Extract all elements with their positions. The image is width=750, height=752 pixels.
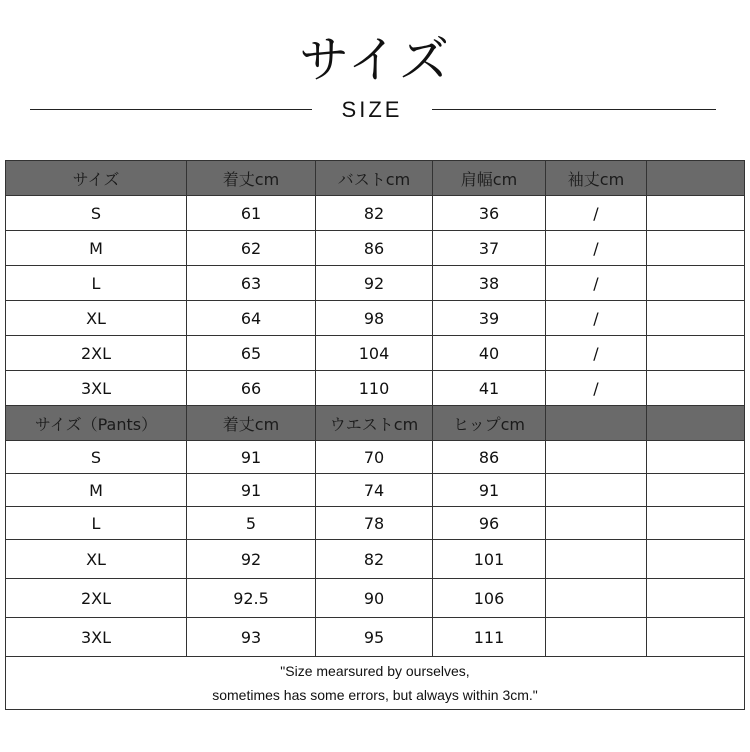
- table-cell: [546, 579, 647, 618]
- table-cell: /: [546, 301, 647, 336]
- table-cell: 91: [187, 474, 316, 507]
- table-cell: /: [546, 336, 647, 371]
- subtitle-divider: [0, 96, 750, 126]
- table-cell: 62: [187, 231, 316, 266]
- table-cell: 93: [187, 618, 316, 657]
- table-cell: M: [6, 231, 187, 266]
- table-cell: 74: [316, 474, 433, 507]
- table-cell: [546, 507, 647, 540]
- table-row: [6, 231, 745, 266]
- table-row: [6, 301, 745, 336]
- table-cell: /: [546, 371, 647, 406]
- table-cell: 92.5: [187, 579, 316, 618]
- table-cell: 36: [433, 196, 546, 231]
- table-cell: [647, 196, 745, 231]
- divider-right: [432, 109, 716, 110]
- table-cell: L: [6, 507, 187, 540]
- table-cell: /: [546, 266, 647, 301]
- table-cell: [647, 540, 745, 579]
- table-cell: 104: [316, 336, 433, 371]
- table-cell: 96: [433, 507, 546, 540]
- table-cell: 110: [316, 371, 433, 406]
- page-subtitle: SIZE: [341, 97, 403, 122]
- table-cell: [647, 441, 745, 474]
- table-row: [6, 196, 745, 231]
- header-cell: サイズ（Pants）: [6, 406, 187, 441]
- header-cell: 肩幅cm: [433, 161, 546, 196]
- table-cell: 106: [433, 579, 546, 618]
- tops-header-row: [6, 161, 745, 196]
- table-cell: 40: [433, 336, 546, 371]
- table-cell: 64: [187, 301, 316, 336]
- header-cell: 袖丈cm: [546, 161, 647, 196]
- page-title: サイズ: [299, 31, 451, 89]
- table-row: [6, 540, 745, 579]
- table-cell: [647, 301, 745, 336]
- table-cell: [647, 231, 745, 266]
- table-cell: 66: [187, 371, 316, 406]
- table-cell: 91: [433, 474, 546, 507]
- table-row: [6, 371, 745, 406]
- table-cell: 78: [316, 507, 433, 540]
- table-cell: 65: [187, 336, 316, 371]
- table-cell: [647, 336, 745, 371]
- note-row: [6, 657, 745, 710]
- header-cell: [647, 161, 745, 196]
- table-cell: 82: [316, 196, 433, 231]
- header-cell: ウエストcm: [316, 406, 433, 441]
- header-cell: [546, 406, 647, 441]
- table-cell: [647, 371, 745, 406]
- table-cell: 86: [433, 441, 546, 474]
- table-cell: [647, 618, 745, 657]
- header-cell: サイズ: [6, 161, 187, 196]
- table-cell: 86: [316, 231, 433, 266]
- table-cell: [647, 507, 745, 540]
- table-cell: 101: [433, 540, 546, 579]
- header-cell: 着丈cm: [187, 406, 316, 441]
- table-cell: 70: [316, 441, 433, 474]
- table-cell: 39: [433, 301, 546, 336]
- table-cell: S: [6, 441, 187, 474]
- table-row: [6, 474, 745, 507]
- table-cell: /: [546, 231, 647, 266]
- table-cell: 90: [316, 579, 433, 618]
- table-cell: M: [6, 474, 187, 507]
- table-cell: /: [546, 196, 647, 231]
- note-line-1: "Size mearsured by ourselves,: [280, 663, 470, 679]
- header-cell: バストcm: [316, 161, 433, 196]
- pants-header-row: [6, 406, 745, 441]
- table-cell: 3XL: [6, 371, 187, 406]
- table-cell: 37: [433, 231, 546, 266]
- table-cell: XL: [6, 540, 187, 579]
- table-row: [6, 336, 745, 371]
- table-cell: S: [6, 196, 187, 231]
- table-cell: 63: [187, 266, 316, 301]
- table-cell: 2XL: [6, 336, 187, 371]
- table-row: [6, 507, 745, 540]
- table-cell: 82: [316, 540, 433, 579]
- table-row: [6, 579, 745, 618]
- table-cell: [546, 540, 647, 579]
- table-cell: 3XL: [6, 618, 187, 657]
- table-cell: 2XL: [6, 579, 187, 618]
- table-row: [6, 441, 745, 474]
- size-table: [5, 160, 745, 710]
- table-cell: [546, 441, 647, 474]
- table-row: [6, 266, 745, 301]
- table-cell: [647, 474, 745, 507]
- note-line-2: sometimes has some errors, but always within 3cm.": [212, 687, 538, 703]
- table-cell: 61: [187, 196, 316, 231]
- table-row: [6, 618, 745, 657]
- table-cell: [546, 474, 647, 507]
- table-cell: [647, 579, 745, 618]
- table-cell: [647, 266, 745, 301]
- table-cell: 91: [187, 441, 316, 474]
- table-cell: 38: [433, 266, 546, 301]
- header-cell: [647, 406, 745, 441]
- table-cell: XL: [6, 301, 187, 336]
- size-note: [6, 657, 745, 710]
- table-cell: 111: [433, 618, 546, 657]
- header-cell: ヒップcm: [433, 406, 546, 441]
- table-cell: 92: [187, 540, 316, 579]
- table-cell: [546, 618, 647, 657]
- table-cell: 41: [433, 371, 546, 406]
- table-cell: 5: [187, 507, 316, 540]
- table-cell: 95: [316, 618, 433, 657]
- divider-left: [30, 109, 312, 110]
- table-cell: 98: [316, 301, 433, 336]
- table-cell: L: [6, 266, 187, 301]
- header-cell: 着丈cm: [187, 161, 316, 196]
- table-cell: 92: [316, 266, 433, 301]
